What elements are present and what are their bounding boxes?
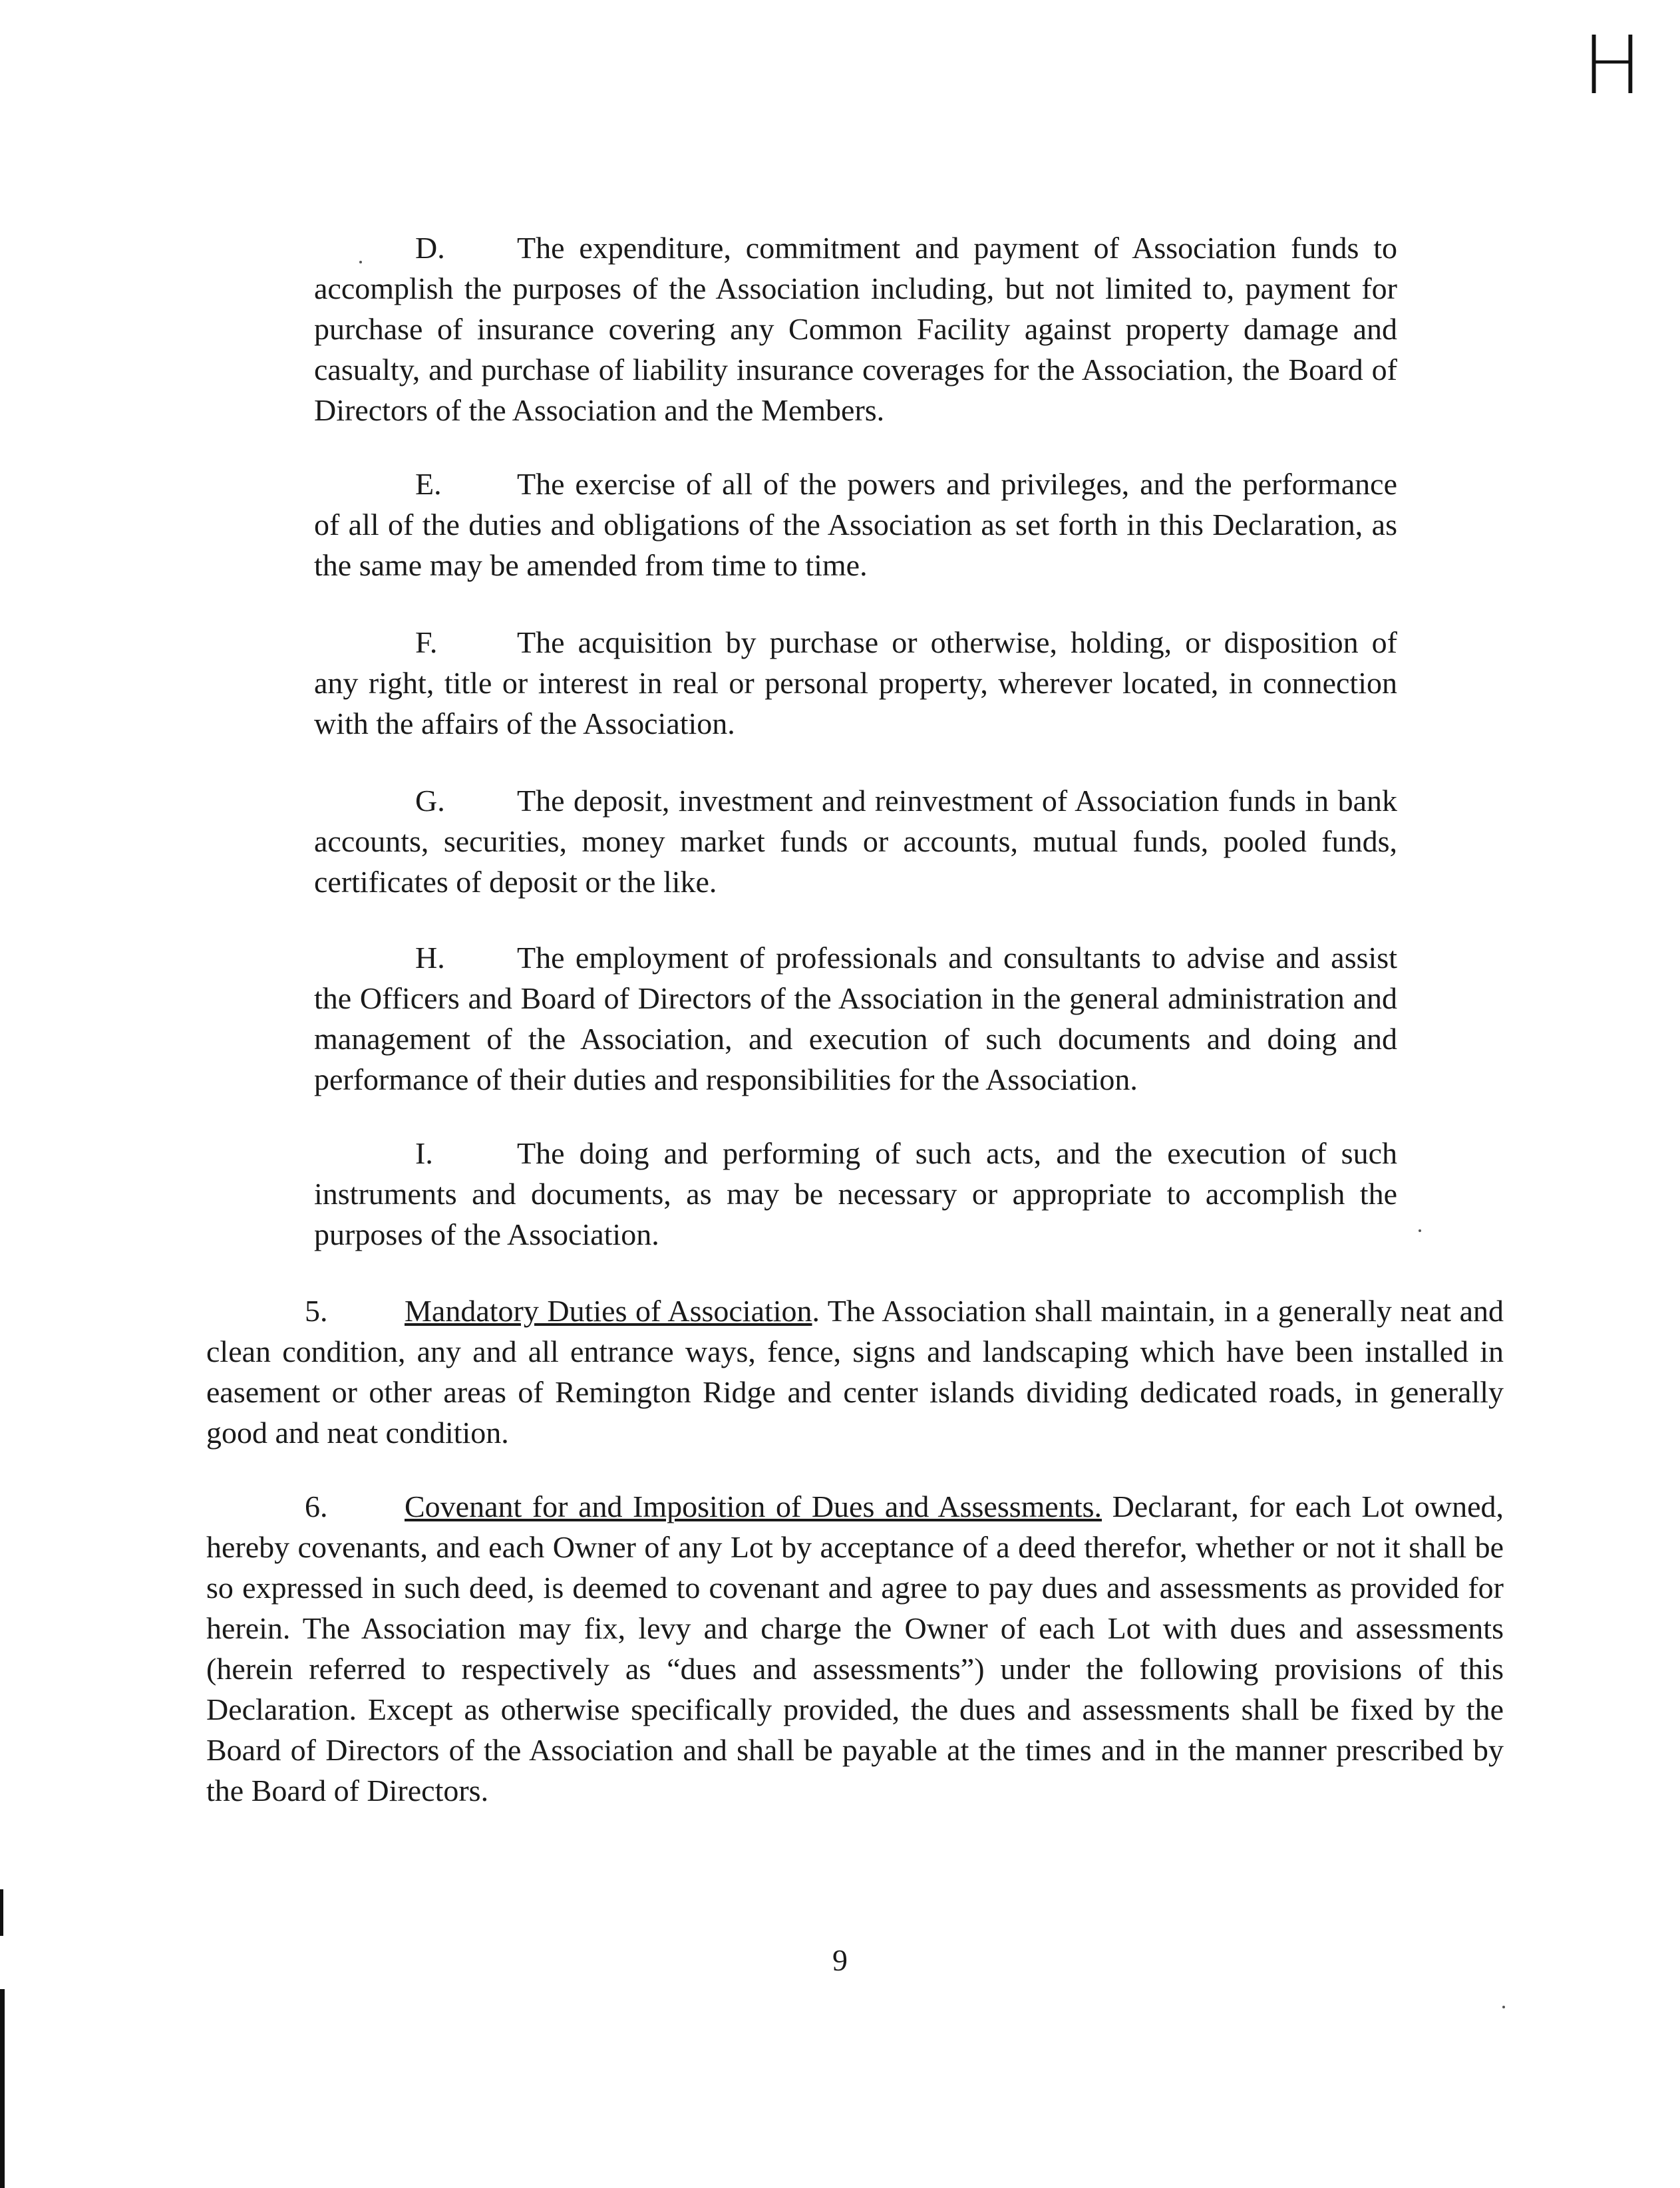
subsection-letter: G. <box>415 784 445 818</box>
subsection-text: The acquisition by purchase or otherwise, holding, or disposition of any right, title or interest in real or personal property, wherever located, in connection with the affairs of the Association. <box>314 625 1397 740</box>
subsection-text: The employment of professionals and consultants to advise and assist the Officers and Board of Directors of the Association in the general administration and management of the Association, and execution of such documents and doing and performance of their duties and responsibilities for the Association. <box>314 941 1397 1096</box>
subsection-g <box>314 780 1397 902</box>
section-text: The Association shall maintain, in a generally neat and clean condition, any and all entrance ways, fence, signs and landscaping which have been installed in easement or other areas of Remington Ridge and center islands dividing dedicated roads, in generally good and neat condition. <box>206 1294 1504 1450</box>
subsection-text: The deposit, investment and reinvestment of Association funds in bank accounts, securities, money market funds or accounts, mutual funds, pooled funds, certificates of deposit or the like. <box>314 784 1397 899</box>
subsection-letter: I. <box>415 1136 433 1170</box>
subsection-h <box>314 937 1397 1100</box>
section-heading: Mandatory Duties of Association <box>405 1294 812 1328</box>
subsection-d <box>314 228 1397 430</box>
section-heading: Covenant for and Imposition of Dues and Assessments. <box>405 1489 1102 1523</box>
page-number: 9 <box>832 1943 848 1977</box>
subsection-text: The exercise of all of the powers and privileges, and the performance of all of the duties and obligations of the Association as set forth in this Declaration, as the same may be amended from time to time. <box>314 467 1397 582</box>
scan-speck <box>1419 1229 1421 1232</box>
section-5 <box>206 1291 1504 1453</box>
section-text: Declarant, for each Lot owned, hereby covenants, and each Owner of any Lot by acceptance of a deed therefor, whether or not it shall be so expressed in such deed, is deemed to covenant and agree to pay dues and assessments as provided for herein. The Association may fix, levy and charge the Owner of each Lot with dues and assessments (herein referred to respectively as “dues and assessments”) under the following provisions of this Declaration. Except as otherwise specifically provided, the dues and assessments shall be fixed by the Board of Directors of the Association and shall be payable at the times and in the manner prescribed by the Board of Directors. <box>206 1489 1504 1807</box>
subsection-f <box>314 622 1397 744</box>
section-heading-end: . <box>812 1294 820 1328</box>
subsection-letter: F. <box>415 625 438 659</box>
section-6 <box>206 1486 1504 1811</box>
section-number: 6. <box>305 1489 328 1523</box>
scan-speck <box>359 261 362 263</box>
handwritten-page-mark: H <box>1582 20 1643 112</box>
section-number: 5. <box>305 1294 328 1328</box>
scan-speck <box>1502 2006 1505 2008</box>
subsection-letter: D. <box>415 231 445 265</box>
subsection-text: The expenditure, commitment and payment of Association funds to accomplish the purposes of the Association including, but not limited to, payment for purchase of insurance covering any Common Facility against property damage and casualty, and purchase of liability insurance coverages for the Association, the Board of Directors of the Association and the Members. <box>314 231 1397 427</box>
scan-edge-mark <box>0 1989 5 2188</box>
subsection-e <box>314 464 1397 585</box>
subsection-text: The doing and performing of such acts, and the execution of such instruments and documents, as may be necessary or appropriate to accomplish the purposes of the Association. <box>314 1136 1397 1251</box>
subsection-letter: H. <box>415 941 445 975</box>
subsection-i <box>314 1133 1397 1255</box>
scan-edge-mark <box>0 1889 3 1936</box>
subsection-letter: E. <box>415 467 442 501</box>
